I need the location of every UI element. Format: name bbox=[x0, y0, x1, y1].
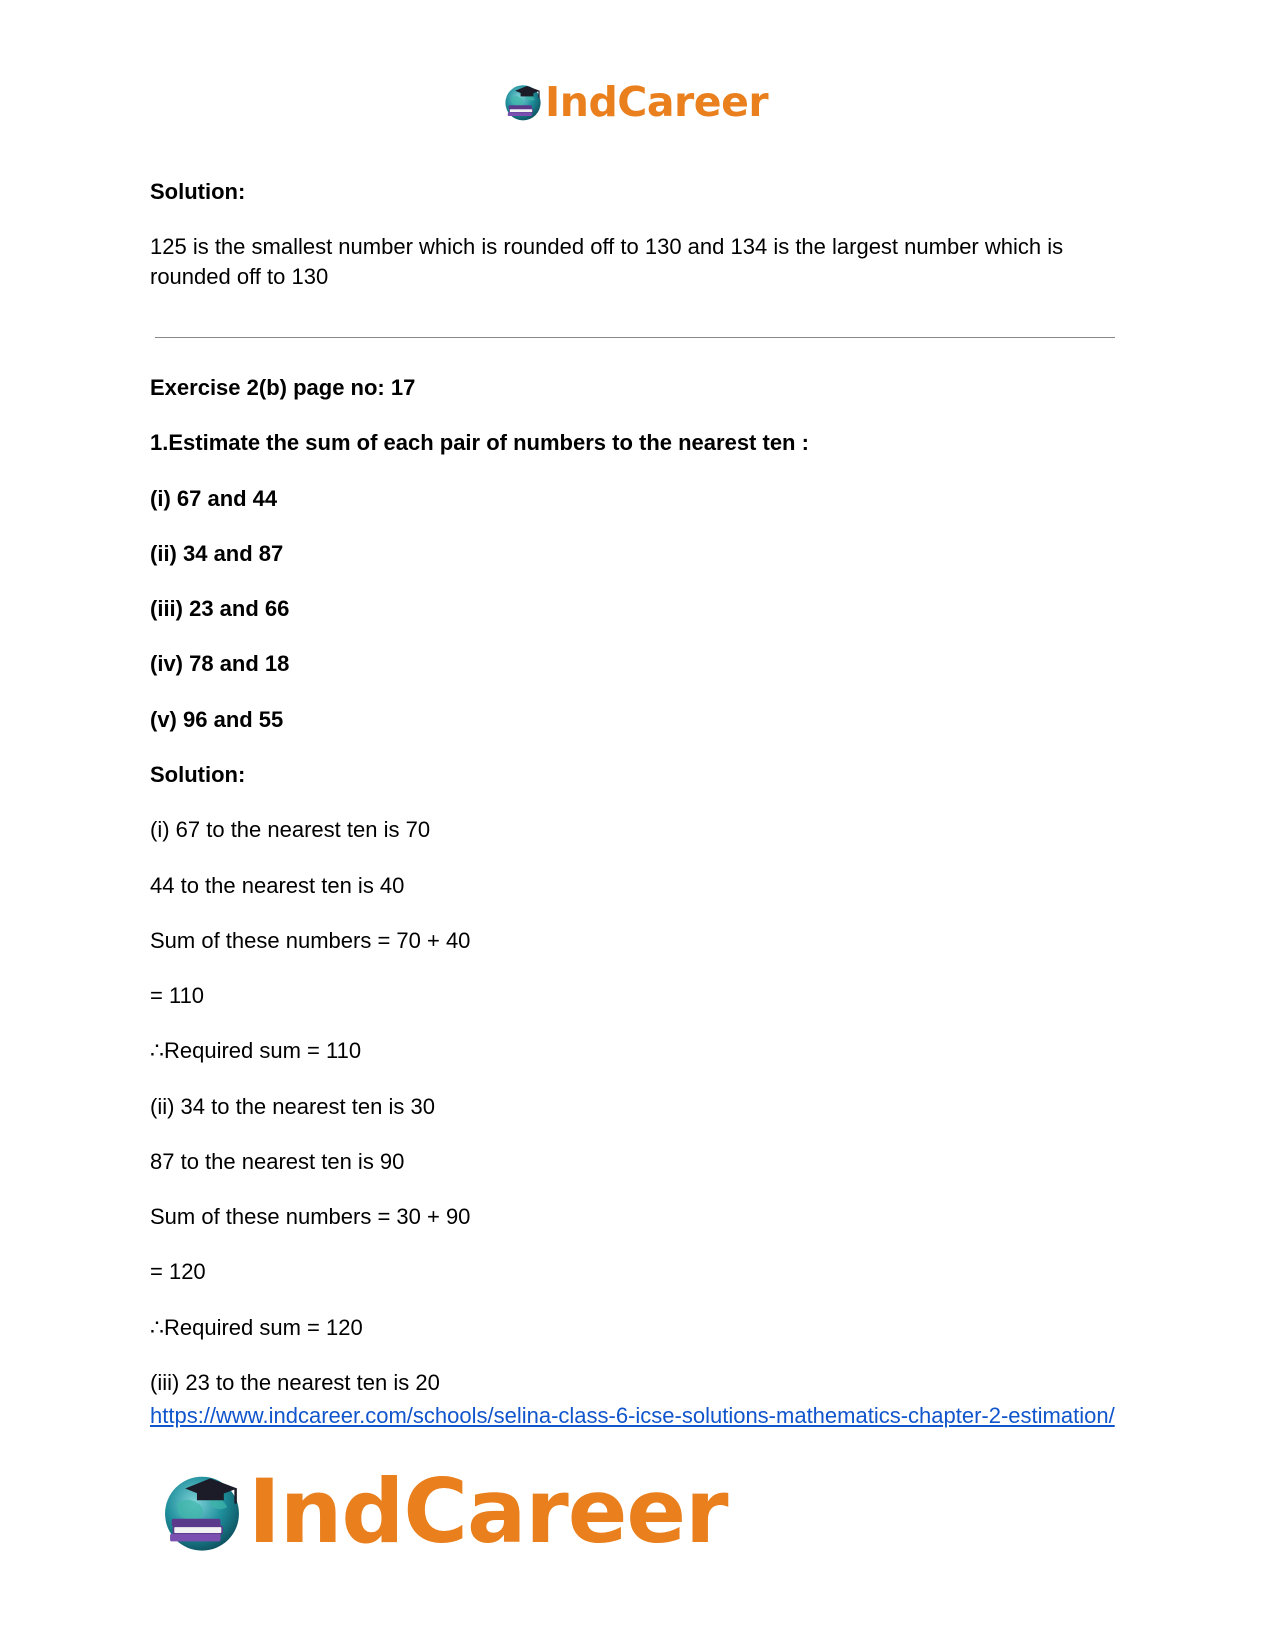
solution-line: = 120 bbox=[150, 1259, 206, 1284]
question-part: (v) 96 and 55 bbox=[150, 707, 284, 732]
source-url-link[interactable]: https://www.indcareer.com/schools/selina-class-6-icse-solutions-mathematics-chapter-2-estimation/ bbox=[150, 1403, 1115, 1428]
solution-line: (ii) 34 to the nearest ten is 30 bbox=[150, 1094, 435, 1119]
header-logo bbox=[503, 78, 768, 126]
question-part: (iv) 78 and 18 bbox=[150, 651, 290, 676]
exercise-title: Exercise 2(b) page no: 17 bbox=[150, 375, 416, 400]
solution-heading-prev: Solution: bbox=[150, 179, 246, 204]
solution-line: = 110 bbox=[150, 983, 205, 1008]
solution-line: (i) 67 to the nearest ten is 70 bbox=[150, 817, 431, 842]
section-divider bbox=[155, 337, 1115, 338]
question-part: (ii) 34 and 87 bbox=[150, 541, 284, 566]
solution-line: ∴Required sum = 110 bbox=[150, 1038, 362, 1063]
solution-heading: Solution: bbox=[150, 762, 246, 787]
question-text: 1.Estimate the sum of each pair of numbers to the nearest ten : bbox=[150, 430, 809, 455]
question-part: (i) 67 and 44 bbox=[150, 486, 278, 511]
solution-line: Sum of these numbers = 70 + 40 bbox=[150, 928, 471, 953]
footer-logo bbox=[160, 1462, 728, 1562]
solution-line: (iii) 23 to the nearest ten is 20 bbox=[150, 1370, 440, 1395]
globe-graduation-cap-icon bbox=[160, 1470, 244, 1554]
globe-graduation-cap-icon bbox=[503, 82, 543, 122]
solution-line: 87 to the nearest ten is 90 bbox=[150, 1149, 405, 1174]
question-part: (iii) 23 and 66 bbox=[150, 596, 290, 621]
solution-line: Sum of these numbers = 30 + 90 bbox=[150, 1204, 471, 1229]
prev-solution-text: 125 is the smallest number which is rounded off to 130 and 134 is the largest number which is rounded off to 130 bbox=[150, 234, 1064, 289]
solution-line: ∴Required sum = 120 bbox=[150, 1315, 363, 1340]
logo-text: IndCareer bbox=[545, 78, 769, 126]
logo-text: IndCareer bbox=[248, 1460, 728, 1563]
solution-line: 44 to the nearest ten is 40 bbox=[150, 873, 405, 898]
